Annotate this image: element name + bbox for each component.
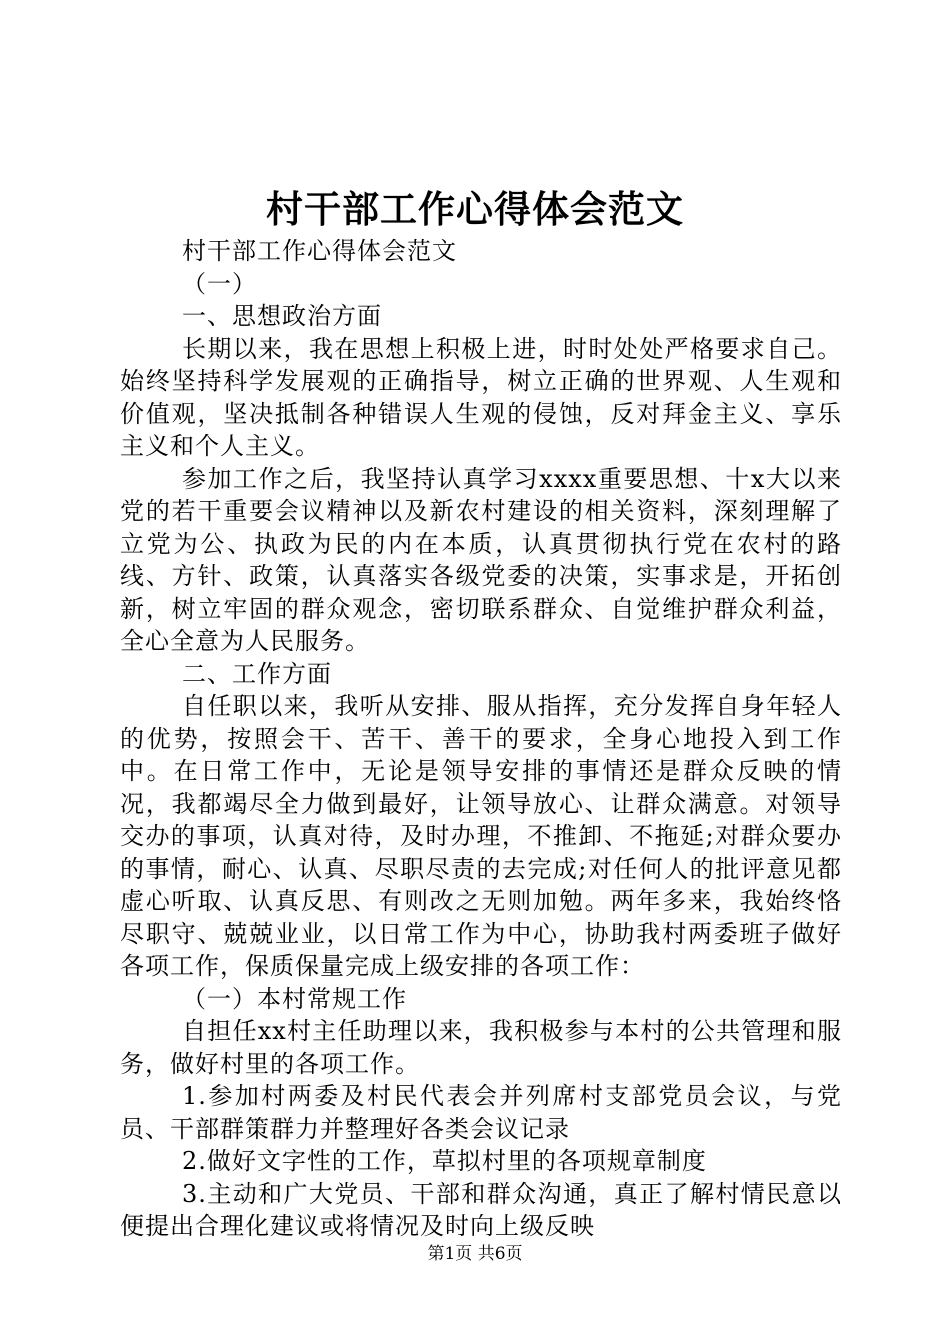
paragraph-text: 长期以来，我在思想上积极上进，时时处处严格要求自己。始终坚持科学发展观的正确指导，树立正确的世界观、人生观和价值观，坚决抵制各种错误人生观的侵蚀，反对拜金主义、享乐主义和个人主义。 (120, 334, 842, 460)
heading-work: 二、工作方面 (182, 659, 332, 688)
subheading-routine-work: （一）本村常规工作 (182, 984, 407, 1013)
list-item: 3.主动和广大党员、干部和群众沟通，真正了解村情民意以便提出合理化建议或将情况及时向上级反映 (120, 1179, 842, 1240)
paragraph-text: 自担任xx村主任助理以来，我积极参与本村的公共管理和服务，做好村里的各项工作。 (120, 1017, 842, 1078)
list-item: 2.做好文字性的工作，草拟村里的各项规章制度 (182, 1147, 707, 1175)
paragraph-text: 参加工作之后，我坚持认真学习xxxx重要思想、十x大以来党的若干重要会议精神以及新农村建设的相关资料，深刻理解了立党为公、执政为民的内在本质，认真贯彻执行党在农村的路线、方针、政策，认真落实各级党委的决策，实事求是，开拓创新，树立牢固的群众观念，密切联系群众、自觉维护群众利益，全心全意为人民服务。 (120, 464, 842, 655)
document-body (120, 235, 842, 1243)
paragraph-section-marker: （一） (182, 269, 257, 298)
page-footer: 第1页 共6页 (427, 1244, 523, 1264)
paragraph-subtitle: 村干部工作心得体会范文 (182, 237, 457, 265)
document-title: 村干部工作心得体会范文 (266, 187, 684, 231)
paragraph-text: 自任职以来，我听从安排、服从指挥，充分发挥自身年轻人的优势，按照会干、苦干、善干的要求，全身心地投入到工作中。在日常工作中，无论是领导安排的事情还是群众反映的情况，我都竭尽全力做到最好，让领导放心、让群众满意。对领导交办的事项，认真对待，及时办理，不推卸、不拖延;对群众要办的事情，耐心、认真、尽职尽责的去完成;对任何人的批评意见都虚心听取、认真反思、有则改之无则加勉。两年多来，我始终恪尽职守、兢兢业业，以日常工作为中心，协助我村两委班子做好各项工作，保质保量完成上级安排的各项工作： (120, 692, 842, 980)
list-item: 1.参加村两委及村民代表会并列席村支部党员会议，与党员、干部群策群力并整理好各类会议记录 (120, 1082, 842, 1143)
heading-political-thought: 一、思想政治方面 (182, 302, 382, 330)
